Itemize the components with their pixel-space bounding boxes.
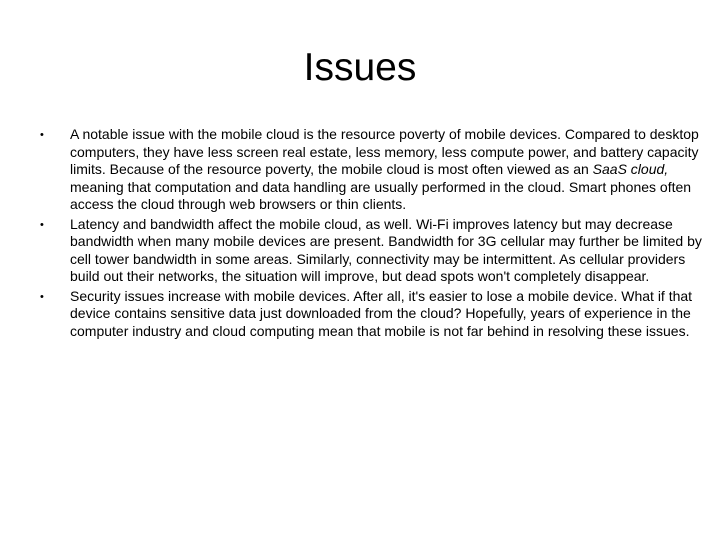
bullet-text-emphasis: SaaS cloud, — [592, 161, 669, 177]
bullet-text — [70, 126, 710, 214]
bullet-icon: • — [40, 129, 44, 141]
bullet-item — [0, 126, 720, 214]
bullet-text-part: A notable issue with the mobile cloud is the resource poverty of mobile devices. Compared to desktop computers, they have less screen real estate, less memory, less compute power, and battery capacity limits. Because of the resource poverty, the mobile cloud is most often viewed as an — [70, 126, 699, 177]
bullet-item — [0, 288, 720, 341]
bullet-icon: • — [40, 290, 44, 303]
bullet-list — [0, 126, 720, 342]
bullet-icon: • — [40, 218, 44, 231]
bullet-item — [0, 216, 720, 286]
bullet-text-part: meaning that computation and data handling are usually performed in the cloud. Smart phones often access the cloud through web browsers or thin clients. — [70, 178, 692, 212]
bullet-text-part: Security issues increase with mobile devices. After all, it's easier to lose a mobile device. What if that device contains sensitive data just downloaded from the cloud? Hopefully, years of experience in the computer industry and cloud computing mean that mobile is not far behind in resolving these issues. — [70, 287, 693, 339]
bullet-text — [70, 288, 710, 341]
bullet-text — [70, 216, 710, 286]
bullet-text-part: Latency and bandwidth affect the mobile cloud, as well. Wi-Fi improves latency but may decrease bandwidth when many mobile devices are present. Bandwidth for 3G cellular may further be limited by cell tower bandwidth in some areas. Similarly, connectivity may be intermittent. As cellular providers build out their networks, the situation will improve, but dead spots won't completely disappear. — [70, 215, 702, 284]
slide-title: Issues — [303, 46, 417, 89]
